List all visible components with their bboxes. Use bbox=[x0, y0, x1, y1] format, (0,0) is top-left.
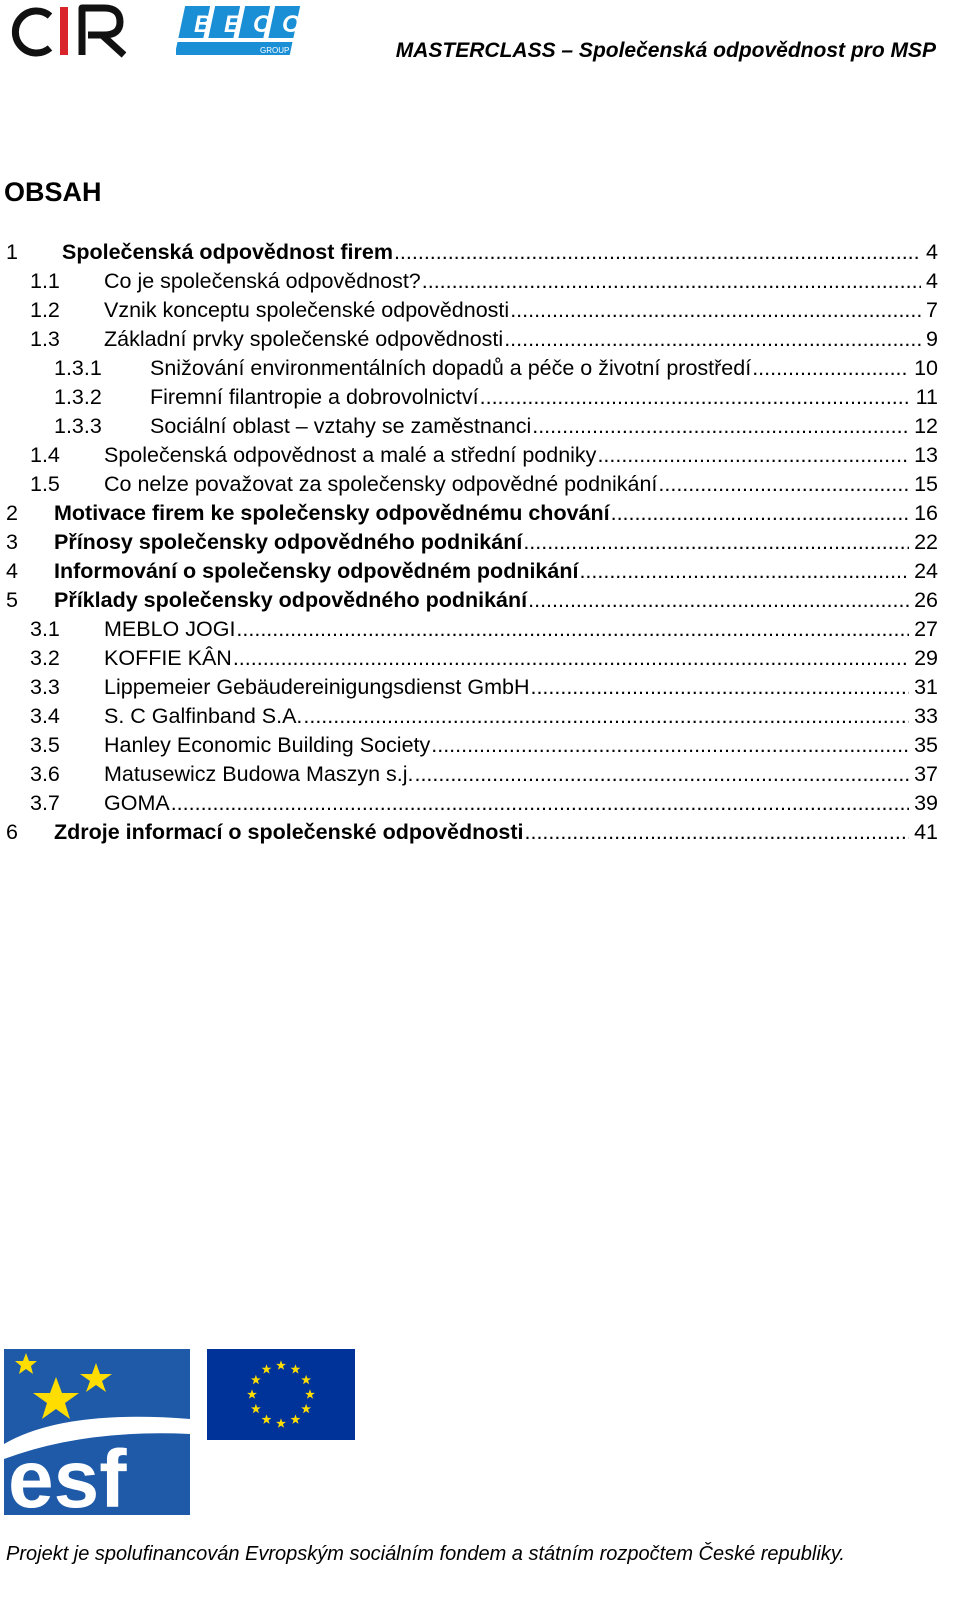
toc-entry-number: 1.3.1 bbox=[54, 356, 102, 380]
toc-entry-page: 15 bbox=[914, 472, 938, 496]
toc-entry-number: 3.2 bbox=[30, 646, 60, 670]
toc-entry[interactable] bbox=[0, 267, 960, 296]
toc-dot-leader bbox=[233, 644, 909, 673]
beco-logo bbox=[176, 2, 306, 60]
esf-logo-text: esf bbox=[8, 1434, 127, 1515]
toc-entry-number: 1.3.3 bbox=[54, 414, 102, 438]
toc-entry-title: Sociální oblast – vztahy se zaměstnanci bbox=[150, 414, 532, 438]
toc-entry-title: Přínosy společensky odpovědného podnikání bbox=[54, 530, 523, 554]
header-title: MASTERCLASS – Společenská odpovědnost pro MSP bbox=[395, 39, 936, 62]
toc-entry-page: 4 bbox=[926, 269, 938, 293]
toc-entry-title: MEBLO JOGI bbox=[104, 617, 236, 641]
toc-dot-leader bbox=[510, 296, 921, 325]
eu-flag bbox=[207, 1349, 355, 1440]
toc-dot-leader bbox=[480, 383, 911, 412]
toc-entry-title: Společenská odpovědnost a malé a střední podniky bbox=[104, 443, 597, 467]
toc-dot-leader bbox=[523, 528, 909, 557]
toc-entry-number: 3.3 bbox=[30, 675, 60, 699]
toc-entry-number: 3.4 bbox=[30, 704, 60, 728]
toc-entry[interactable] bbox=[0, 499, 960, 528]
svg-text:O: O bbox=[282, 11, 301, 38]
toc-dot-leader bbox=[414, 760, 909, 789]
esf-logo bbox=[4, 1349, 190, 1515]
toc-entry-title: GOMA bbox=[104, 791, 170, 815]
toc-entry-title: Firemní filantropie a dobrovolnictví bbox=[150, 385, 479, 409]
toc-entry-number: 3.5 bbox=[30, 733, 60, 757]
toc-entry-title: Zdroje informací o společenské odpovědnosti bbox=[54, 820, 524, 844]
toc-entry-page: 41 bbox=[914, 820, 938, 844]
toc-entry[interactable] bbox=[0, 470, 960, 499]
toc-dot-leader bbox=[422, 267, 921, 296]
contents-heading: OBSAH bbox=[4, 177, 102, 207]
toc-entry-title: Co je společenská odpovědnost? bbox=[104, 269, 421, 293]
toc-entry[interactable] bbox=[0, 818, 960, 847]
toc-entry[interactable] bbox=[0, 615, 960, 644]
toc-dot-leader bbox=[525, 818, 910, 847]
toc-entry-number: 1 bbox=[6, 240, 18, 264]
toc-entry-title: Motivace firem ke společensky odpovědnému chování bbox=[54, 501, 610, 525]
toc-entry-title: Lippemeier Gebäudereinigungsdienst GmbH bbox=[104, 675, 530, 699]
toc-entry-page: 9 bbox=[926, 327, 938, 351]
toc-entry[interactable] bbox=[0, 325, 960, 354]
toc-entry-title: S. C Galfinband S.A. bbox=[104, 704, 303, 728]
toc-dot-leader bbox=[171, 789, 909, 818]
toc-entry[interactable] bbox=[0, 644, 960, 673]
table-of-contents bbox=[0, 238, 960, 847]
toc-entry-page: 29 bbox=[914, 646, 938, 670]
toc-dot-leader bbox=[597, 441, 909, 470]
toc-entry-page: 33 bbox=[914, 704, 938, 728]
toc-entry-number: 3.1 bbox=[30, 617, 60, 641]
toc-entry[interactable] bbox=[0, 528, 960, 557]
toc-entry[interactable] bbox=[0, 557, 960, 586]
toc-entry-page: 11 bbox=[915, 385, 938, 409]
toc-dot-leader bbox=[504, 325, 921, 354]
toc-entry-number: 3.6 bbox=[30, 762, 60, 786]
toc-entry-page: 35 bbox=[914, 733, 938, 757]
toc-entry-page: 31 bbox=[914, 675, 938, 699]
svg-text:E: E bbox=[224, 11, 241, 38]
toc-entry-title: Hanley Economic Building Society bbox=[104, 733, 431, 757]
toc-dot-leader bbox=[303, 702, 909, 731]
toc-entry[interactable] bbox=[0, 383, 960, 412]
toc-entry[interactable] bbox=[0, 702, 960, 731]
toc-entry-title: Společenská odpovědnost firem bbox=[62, 240, 393, 264]
toc-entry-number: 1.5 bbox=[30, 472, 60, 496]
toc-entry[interactable] bbox=[0, 296, 960, 325]
toc-entry-page: 22 bbox=[914, 530, 938, 554]
toc-dot-leader bbox=[236, 615, 909, 644]
toc-dot-leader bbox=[530, 673, 909, 702]
toc-entry[interactable] bbox=[0, 354, 960, 383]
toc-entry-page: 4 bbox=[926, 240, 938, 264]
toc-dot-leader bbox=[394, 238, 921, 267]
toc-entry[interactable] bbox=[0, 731, 960, 760]
toc-entry-number: 5 bbox=[6, 588, 18, 612]
toc-entry-page: 10 bbox=[914, 356, 938, 380]
cir-logo bbox=[4, 2, 138, 60]
toc-entry-number: 1.1 bbox=[30, 269, 60, 293]
toc-entry[interactable] bbox=[0, 238, 960, 267]
toc-dot-leader bbox=[431, 731, 909, 760]
toc-entry-title: Matusewicz Budowa Maszyn s.j. bbox=[104, 762, 414, 786]
toc-entry-number: 1.2 bbox=[30, 298, 60, 322]
toc-entry-page: 13 bbox=[914, 443, 938, 467]
toc-entry-page: 27 bbox=[914, 617, 938, 641]
toc-entry[interactable] bbox=[0, 760, 960, 789]
toc-entry[interactable] bbox=[0, 789, 960, 818]
toc-entry-page: 24 bbox=[914, 559, 938, 583]
toc-dot-leader bbox=[611, 499, 909, 528]
toc-entry-page: 16 bbox=[914, 501, 938, 525]
toc-entry-title: Vznik konceptu společenské odpovědnosti bbox=[104, 298, 510, 322]
toc-entry-page: 39 bbox=[914, 791, 938, 815]
toc-entry-title: Co nelze považovat za společensky odpovědné podnikání bbox=[104, 472, 658, 496]
toc-entry[interactable] bbox=[0, 673, 960, 702]
svg-text:B: B bbox=[194, 11, 212, 38]
toc-dot-leader bbox=[528, 586, 909, 615]
toc-entry-number: 1.3 bbox=[30, 327, 60, 351]
svg-text:C: C bbox=[253, 11, 271, 38]
toc-entry-title: Příklady společensky odpovědného podnikání bbox=[54, 588, 528, 612]
toc-dot-leader bbox=[579, 557, 909, 586]
toc-entry-title: Základní prvky společenské odpovědnosti bbox=[104, 327, 504, 351]
toc-entry-page: 12 bbox=[914, 414, 938, 438]
toc-entry-title: Informování o společensky odpovědném podnikání bbox=[54, 559, 579, 583]
toc-entry-title: Snižování environmentálních dopadů a péče o životní prostředí bbox=[150, 356, 752, 380]
toc-entry-page: 26 bbox=[914, 588, 938, 612]
toc-entry[interactable] bbox=[0, 586, 960, 615]
toc-entry-title: KOFFIE KÂN bbox=[104, 646, 232, 670]
toc-entry-page: 37 bbox=[914, 762, 938, 786]
toc-dot-leader bbox=[752, 354, 909, 383]
toc-entry-number: 3.7 bbox=[30, 791, 60, 815]
toc-entry-number: 6 bbox=[6, 820, 18, 844]
toc-entry-number: 1.4 bbox=[30, 443, 60, 467]
toc-entry-page: 7 bbox=[926, 298, 938, 322]
toc-dot-leader bbox=[658, 470, 909, 499]
beco-logo-sub: GROUP bbox=[260, 46, 290, 55]
toc-entry[interactable] bbox=[0, 412, 960, 441]
toc-entry-number: 2 bbox=[6, 501, 18, 525]
toc-entry-number: 3 bbox=[6, 530, 18, 554]
toc-entry[interactable] bbox=[0, 441, 960, 470]
toc-entry-number: 1.3.2 bbox=[54, 385, 102, 409]
toc-dot-leader bbox=[532, 412, 909, 441]
cir-logo-text: CIR bbox=[4, 2, 6, 3]
footer-cofinancing-note: Projekt je spolufinancován Evropským sociálním fondem a státním rozpočtem České republiky. bbox=[6, 1543, 845, 1565]
toc-entry-number: 4 bbox=[6, 559, 18, 583]
